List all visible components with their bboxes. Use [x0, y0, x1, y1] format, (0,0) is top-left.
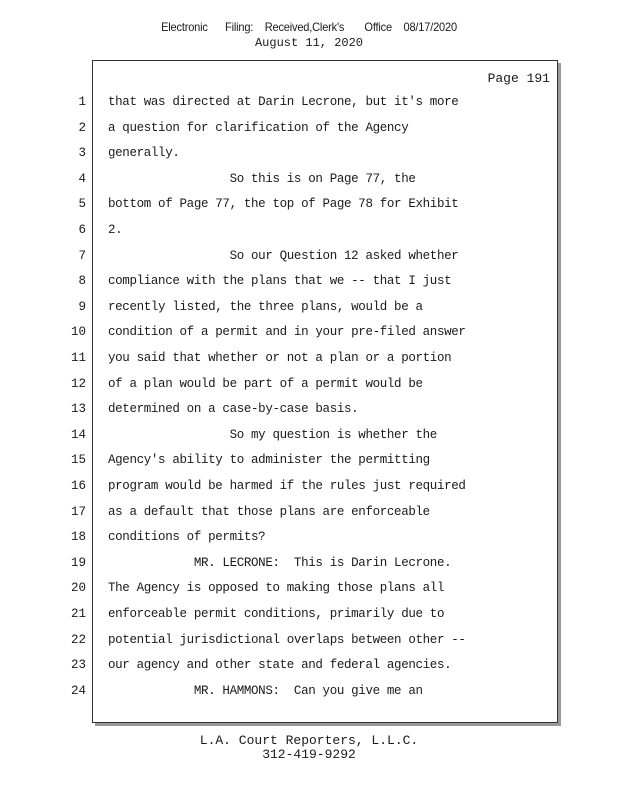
line-text: MR. LECRONE: This is Darin Lecrone. — [108, 556, 452, 570]
line-number: 18 — [70, 530, 86, 544]
line-number: 5 — [78, 197, 86, 211]
line-text: compliance with the plans that we -- that I just — [108, 274, 452, 288]
line-number: 11 — [70, 351, 86, 365]
line-number: 4 — [78, 172, 86, 186]
line-text: recently listed, the three plans, would be a — [108, 300, 423, 314]
line-number: 6 — [78, 223, 86, 237]
line-text: The Agency is opposed to making those plans all — [108, 581, 445, 595]
line-text: you said that whether or not a plan or a portion — [108, 351, 452, 365]
transcript-date: August 11, 2020 — [254, 36, 364, 50]
line-number: 3 — [78, 146, 86, 160]
line-text: potential jurisdictional overlaps between other -- — [108, 633, 466, 647]
line-number: 19 — [70, 556, 86, 570]
line-text: generally. — [108, 146, 180, 160]
line-number: 2 — [78, 121, 86, 135]
page-number-label: Page 191 — [487, 71, 550, 86]
line-text: 2. — [108, 223, 123, 237]
line-text: bottom of Page 77, the top of Page 78 for Exhibit — [108, 197, 459, 211]
line-number: 7 — [78, 249, 86, 263]
line-text: conditions of permits? — [108, 530, 266, 544]
line-text: a question for clarification of the Agency — [108, 121, 409, 135]
line-number: 23 — [70, 658, 86, 672]
line-number: 13 — [70, 402, 86, 416]
line-number: 8 — [78, 274, 86, 288]
filing-stamp: Electronic Filing: Received,Clerk's Office 08/17/2020 — [161, 20, 457, 34]
line-text: determined on a case-by-case basis. — [108, 402, 359, 416]
line-text: MR. HAMMONS: Can you give me an — [108, 684, 423, 698]
line-number: 20 — [70, 581, 86, 595]
line-text: So my question is whether the — [108, 428, 437, 442]
line-text: condition of a permit and in your pre-filed answer — [108, 325, 466, 339]
line-number: 21 — [70, 607, 86, 621]
footer-company: L.A. Court Reporters, L.L.C. — [199, 733, 419, 748]
line-text: of a plan would be part of a permit would be — [108, 377, 423, 391]
line-number: 14 — [70, 428, 86, 442]
line-text: enforceable permit conditions, primarily due to — [108, 607, 445, 621]
line-text: our agency and other state and federal agencies. — [108, 658, 452, 672]
line-number: 1 — [78, 95, 86, 109]
line-text: program would be harmed if the rules just required — [108, 479, 466, 493]
line-number: 10 — [70, 325, 86, 339]
line-text: Agency's ability to administer the permitting — [108, 453, 430, 467]
footer-phone: 312-419-9292 — [262, 747, 356, 762]
line-number: 17 — [70, 505, 86, 519]
line-text: So this is on Page 77, the — [108, 172, 416, 186]
line-number: 12 — [70, 377, 86, 391]
line-number: 15 — [70, 453, 86, 467]
line-number: 22 — [70, 633, 86, 647]
line-number: 9 — [78, 300, 86, 314]
line-number: 16 — [70, 479, 86, 493]
line-text: that was directed at Darin Lecrone, but it's more — [108, 95, 459, 109]
line-text: So our Question 12 asked whether — [108, 249, 459, 263]
line-text: as a default that those plans are enforceable — [108, 505, 430, 519]
line-number: 24 — [70, 684, 86, 698]
